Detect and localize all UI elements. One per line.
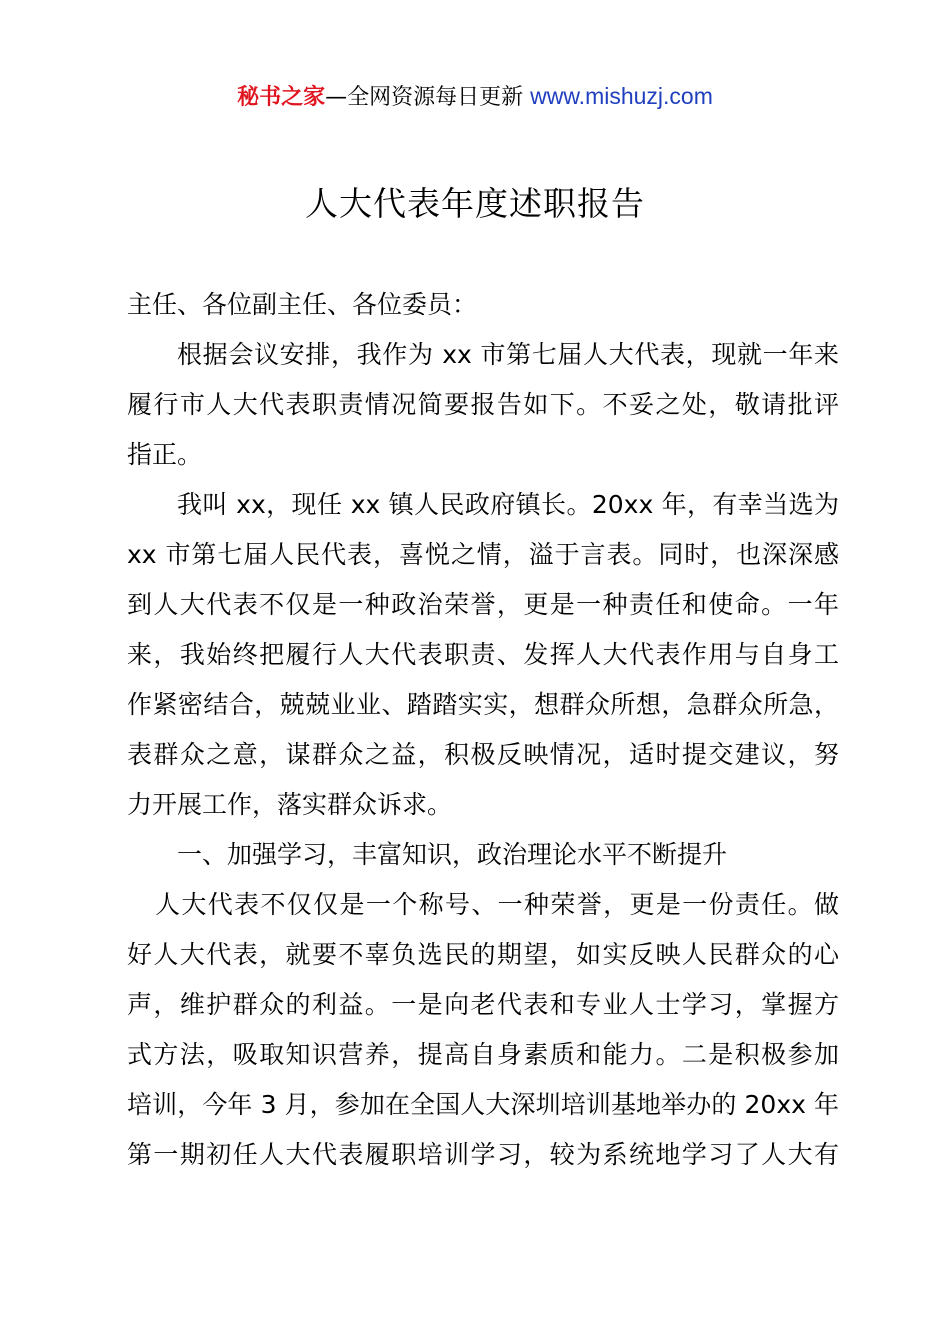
site-header — [0, 80, 950, 114]
header-tagline: —全网资源每日更新 — [325, 85, 524, 110]
body-line: 来，我始终把履行人大代表职责、发挥人大代表作用与自身工 — [127, 640, 839, 669]
body-line: 式方法，吸取知识营养，提高自身素质和能力。二是积极参加 — [127, 1040, 839, 1069]
document-body — [127, 280, 839, 1180]
body-line: 根据会议安排，我作为 xx 市第七届人大代表，现就一年来 — [177, 340, 839, 369]
body-line: 作紧密结合，兢兢业业、踏踏实实，想群众所想，急群众所急， — [127, 690, 839, 719]
body-line: 到人大代表不仅是一种政治荣誉，更是一种责任和使命。一年 — [127, 590, 839, 619]
site-url-link[interactable]: www.mishuzj.com — [530, 83, 713, 109]
body-line: 声，维护群众的利益。一是向老代表和专业人士学习，掌握方 — [127, 990, 839, 1019]
section-heading: 一、加强学习，丰富知识，政治理论水平不断提升 — [177, 840, 728, 869]
body-line: 培训，今年 3 月，参加在全国人大深圳培训基地举办的 20xx 年 — [127, 1090, 839, 1119]
body-line: 履行市人大代表职责情况简要报告如下。不妥之处，敬请批评 — [127, 390, 839, 419]
body-line: 好人大代表，就要不辜负选民的期望，如实反映人民群众的心 — [127, 940, 839, 969]
brand-name: 秘书之家 — [237, 85, 326, 110]
body-line: 我叫 xx，现任 xx 镇人民政府镇长。20xx 年，有幸当选为 — [177, 490, 839, 519]
body-line: 人大代表不仅仅是一个称号、一种荣誉，更是一份责任。做 — [155, 890, 839, 919]
document-title: 人大代表年度述职报告 — [305, 184, 645, 223]
body-line: 第一期初任人大代表履职培训学习，较为系统地学习了人大有 — [127, 1140, 839, 1169]
salutation-line: 主任、各位副主任、各位委员： — [127, 290, 478, 319]
body-line: xx 市第七届人民代表，喜悦之情，溢于言表。同时，也深深感 — [127, 540, 839, 569]
body-line: 表群众之意，谋群众之益，积极反映情况，适时提交建议，努 — [127, 740, 839, 769]
body-line: 指正。 — [127, 440, 203, 469]
body-line: 力开展工作，落实群众诉求。 — [127, 790, 453, 819]
